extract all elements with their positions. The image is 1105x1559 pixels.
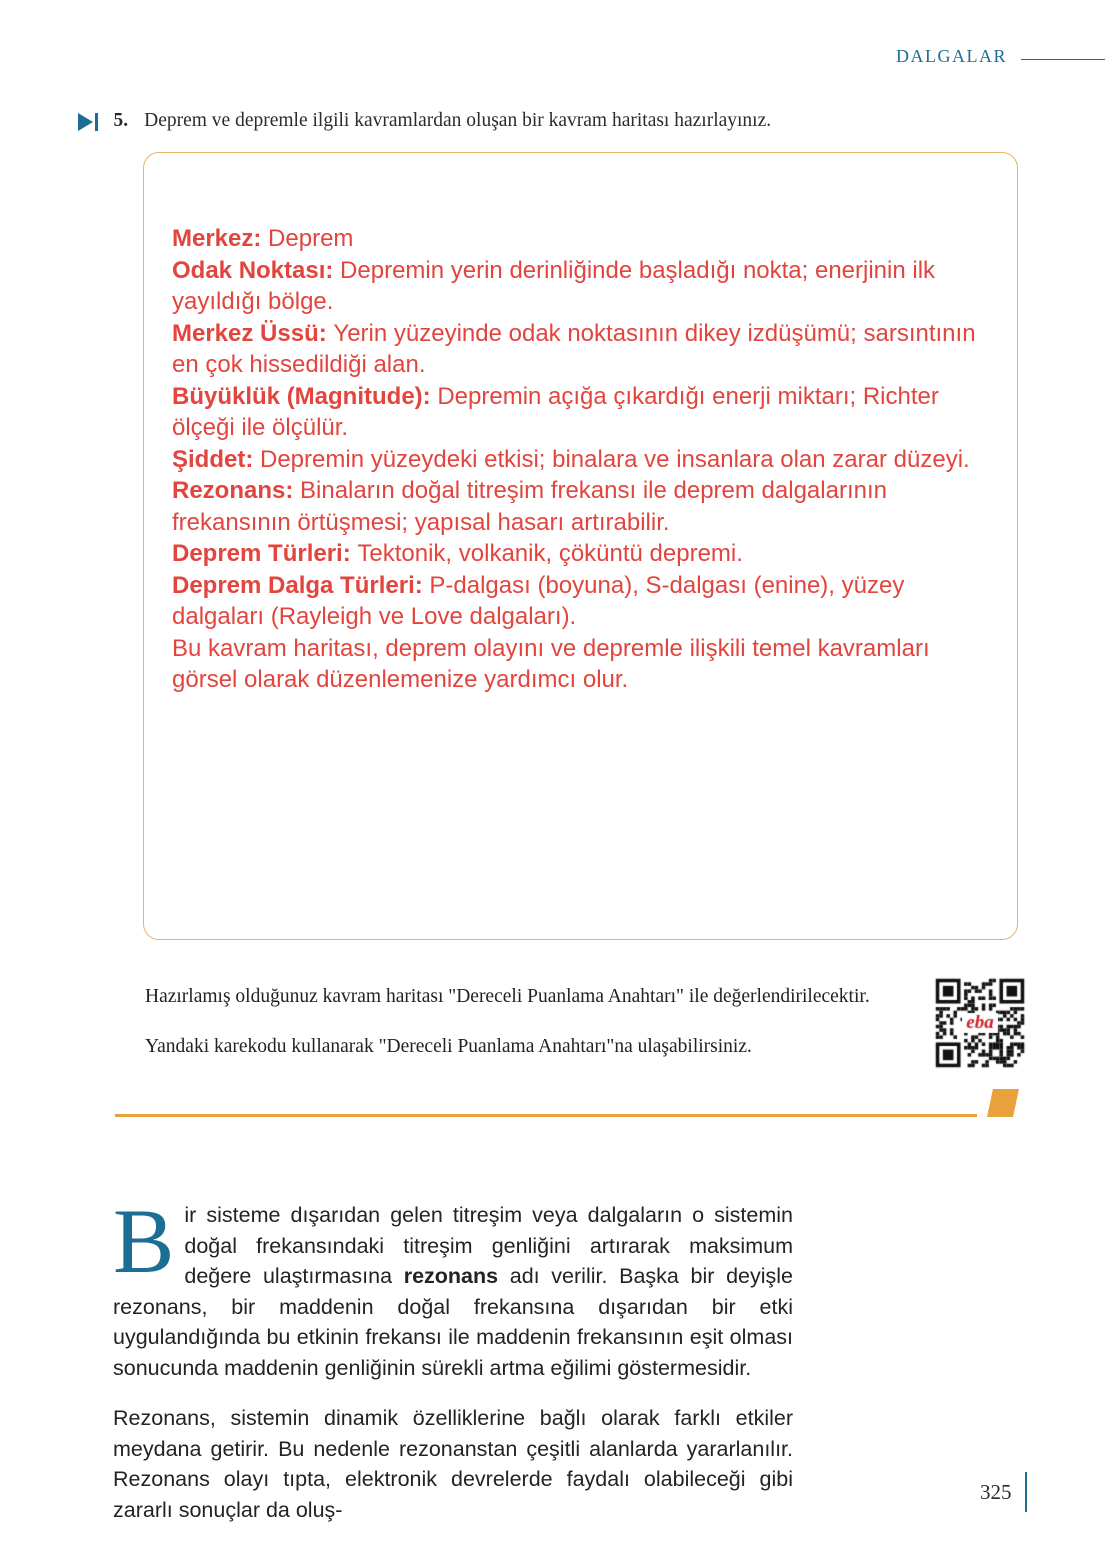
paragraph-1-bold-term: rezonans <box>403 1264 499 1288</box>
concept-map-entry: Büyüklük (Magnitude): Depremin açığa çıkardığı enerji miktarı; Richter ölçeği ile ölçülür. <box>172 382 939 441</box>
play-bar-icon <box>95 113 98 131</box>
body-text <box>113 1190 793 1545</box>
concept-map-entry: Merkez: Deprem <box>172 225 354 252</box>
play-next-icon <box>78 113 98 131</box>
evaluation-note-1: Hazırlamış olduğunuz kavram haritası "Dereceli Puanlama Anahtarı" ile değerlendirilecektir. <box>145 986 870 1007</box>
evaluation-notes <box>145 986 920 1086</box>
paragraph-1-text: ir sisteme dışarıdan gelen titreşim veya dalgaların o sistemin doğal frekansındaki titreşim genliğini artırarak maksimum değere ulaştırmasına <box>184 1203 793 1288</box>
concept-map-entry: Deprem Türleri: Tektonik, volkanik, çöküntü depremi. <box>172 540 743 567</box>
concept-map-entry: Şiddet: Depremin yüzeydeki etkisi; binalara ve insanlara olan zarar düzeyi. <box>172 445 970 473</box>
section-divider-rule <box>115 1114 977 1117</box>
page-number: 325 <box>980 1479 1012 1504</box>
qr-code <box>934 977 1026 1069</box>
play-triangle-icon <box>78 113 93 131</box>
paragraph-1-text-after: adı verilir. Başka bir deyişle rezonans, bir maddenin doğal frekansına dışarıdan bir etki uygulandığında bu etkinin frekansı ile maddenin frekansının eşit olması sonucunda maddenin genliğinin sürekli artma eğilimi göstermesidir. <box>113 1264 793 1380</box>
section-divider-tab <box>987 1089 1019 1117</box>
concept-map-entry: Deprem Dalga Türleri: P-dalgası (boyuna), S-dalgası (enine), yüzey dalgaları (Rayleigh ve Love dalgaları). <box>172 571 905 630</box>
chapter-header <box>896 46 1105 67</box>
page-footer <box>980 1472 1027 1512</box>
qr-code-canvas <box>934 977 1026 1069</box>
paragraph-resonance-definition <box>113 1190 793 1383</box>
question-number: 5. <box>113 110 129 131</box>
concept-map-entry: Merkez Üssü: Yerin yüzeyinde odak noktasının dikey izdüşümü; sarsıntının en çok hissedildiği alan. <box>172 319 976 378</box>
dropcap-letter: B <box>113 1190 175 1292</box>
question-row <box>78 110 1038 132</box>
question-text: Deprem ve depremle ilgili kavramlardan oluşan bir kavram haritası hazırlayınız. <box>144 110 772 131</box>
paragraph-resonance-effects: Rezonans, sistemin dinamik özelliklerine bağlı olarak farklı etkiler meydana getirir. Bu nedenle rezonanstan çeşitli alanlarda yararlanılır. Rezonans olayı tıpta, elektronik devrelerde faydalı olabileceği gibi zararlı sonuçlar da oluş- <box>113 1406 793 1522</box>
answer-box-content <box>172 223 977 696</box>
answer-box <box>143 152 1018 940</box>
concept-map-entry: Rezonans: Binaların doğal titreşim frekansı ile deprem dalgalarının frekansının örtüşmesi; yapısal hasarı artırabilir. <box>172 477 887 536</box>
concept-map-entry: Odak Noktası: Depremin yerin derinliğinde başladığı nokta; enerjinin ilk yayıldığı bölge. <box>172 256 936 315</box>
chapter-title: DALGALAR <box>896 46 1007 66</box>
chapter-header-rule <box>1021 59 1105 60</box>
concept-map-entry: Bu kavram haritası, deprem olayını ve depremle ilişkili temel kavramları görsel olarak düzenlemenize yardımcı olur. <box>172 634 930 693</box>
footer-bar <box>1025 1472 1028 1512</box>
evaluation-note-2: Yandaki karekodu kullanarak "Dereceli Puanlama Anahtarı"na ulaşabilirsiniz. <box>145 1036 752 1057</box>
